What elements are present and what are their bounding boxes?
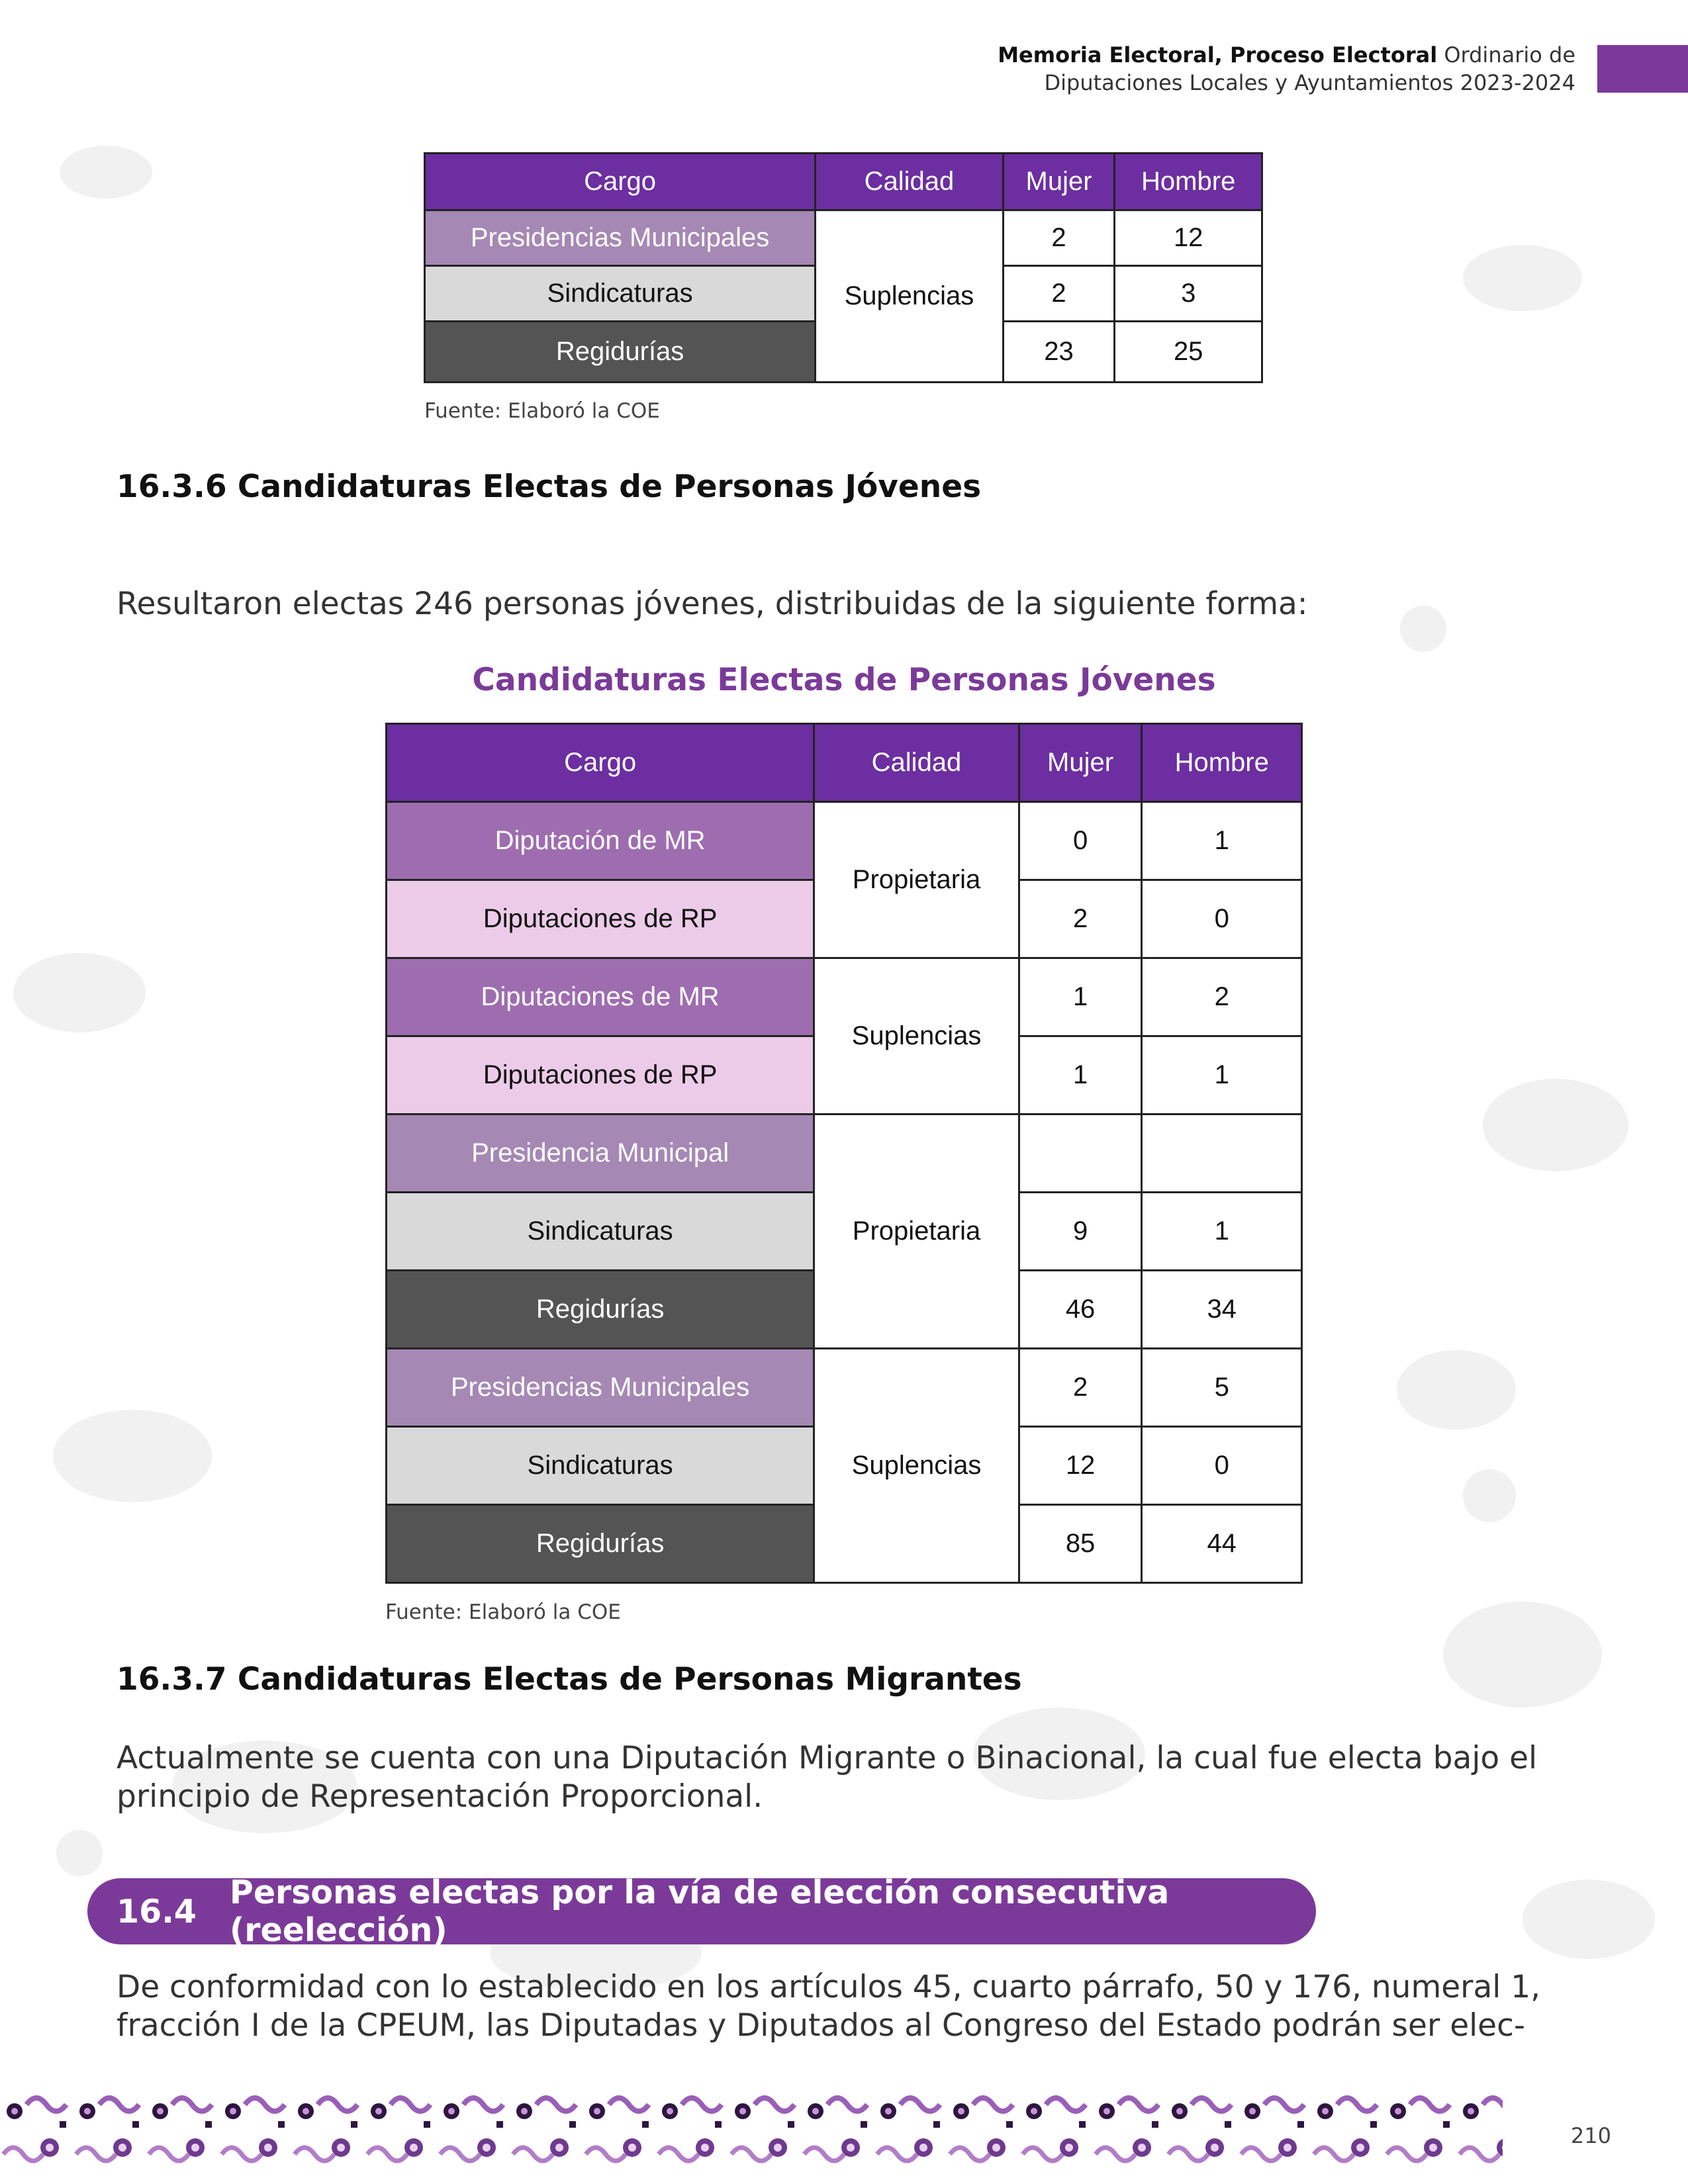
table2-calidad-cell: Suplencias [814, 1349, 1019, 1583]
table2-cargo-cell: Regidurías [387, 1271, 814, 1349]
table1-mujer-cell: 23 [1003, 322, 1115, 383]
table2-title: Candidaturas Electas de Personas Jóvenes [472, 662, 1216, 698]
table2-header-cargo: Cargo [387, 724, 814, 802]
table2-mujer-cell: 2 [1019, 880, 1142, 958]
table1-header-hombre: Hombre [1115, 154, 1262, 210]
table2-mujer-cell: 85 [1019, 1505, 1142, 1583]
section-1637-heading: 16.3.7 Candidaturas Electas de Personas Migrantes [117, 1661, 1022, 1698]
table2-cargo-cell: Diputaciones de RP [387, 1036, 814, 1115]
table2-mujer-cell: 1 [1019, 1036, 1142, 1115]
table1-cargo-cell: Sindicaturas [425, 266, 816, 322]
header-accent-bar [1597, 45, 1688, 93]
table2-hombre-cell [1142, 1115, 1302, 1193]
table1-header-calidad: Calidad [816, 154, 1004, 210]
table2-calidad-cell: Propietaria [814, 1115, 1019, 1349]
table2-cargo-cell: Diputación de MR [387, 802, 814, 880]
table2-hombre-cell: 2 [1142, 958, 1302, 1036]
section-1636-heading: 16.3.6 Candidaturas Electas de Personas Jóvenes [117, 469, 982, 505]
table2-calidad-cell: Suplencias [814, 958, 1019, 1115]
embroidery-footer-pattern [0, 2085, 1503, 2171]
table2-cargo-cell: Diputaciones de RP [387, 880, 814, 958]
page-header [998, 41, 1575, 97]
section-164-paragraph: De conformidad con lo establecido en los artículos 45, cuarto párrafo, 50 y 176, numeral 1, fracción I de la CPEUM, las Diputadas y Diputados al Congreso del Estado podrán ser elec- [117, 1969, 1541, 2044]
table2-mujer-cell: 0 [1019, 802, 1142, 880]
table2-hombre-cell: 5 [1142, 1349, 1302, 1427]
table1-header-cargo: Cargo [425, 154, 816, 210]
table2-hombre-cell: 44 [1142, 1505, 1302, 1583]
table1-header-mujer: Mujer [1003, 154, 1115, 210]
table1-hombre-cell: 3 [1115, 266, 1262, 322]
section-164-heading [87, 1874, 1316, 1949]
table2-header-calidad: Calidad [814, 724, 1019, 802]
section-164-title: Personas electas por la vía de elección consecutiva (reelección) [229, 1874, 1170, 1949]
table2-mujer-cell: 46 [1019, 1271, 1142, 1349]
table2-cargo-cell: Sindicaturas [387, 1427, 814, 1505]
table1-cargo-cell: Presidencias Municipales [425, 210, 816, 266]
table2-cargo-cell: Regidurías [387, 1505, 814, 1583]
table2-cargo-cell: Presidencia Municipal [387, 1115, 814, 1193]
page-number: 210 [1570, 2123, 1611, 2148]
table-suplencias-continuation [424, 152, 1263, 383]
table2-calidad-cell: Propietaria [814, 802, 1019, 958]
section-1637-paragraph: Actualmente se cuenta con una Diputación Migrante o Binacional, la cual fue electa bajo el principio de Representación Proporcional. [117, 1740, 1538, 1815]
table2-hombre-cell: 0 [1142, 1427, 1302, 1505]
table2-mujer-cell: 9 [1019, 1193, 1142, 1271]
table1-calidad-cell: Suplencias [816, 210, 1004, 383]
table2-hombre-cell: 34 [1142, 1271, 1302, 1349]
table2-cargo-cell: Diputaciones de MR [387, 958, 814, 1036]
table1-source: Fuente: Elaboró la COE [424, 399, 660, 423]
table1-hombre-cell: 12 [1115, 210, 1262, 266]
table2-mujer-cell: 12 [1019, 1427, 1142, 1505]
table2-hombre-cell: 1 [1142, 802, 1302, 880]
table1-cargo-cell: Regidurías [425, 322, 816, 383]
table1-mujer-cell: 2 [1003, 210, 1115, 266]
table2-header-mujer: Mujer [1019, 724, 1142, 802]
table1-hombre-cell: 25 [1115, 322, 1262, 383]
table2-cargo-cell: Sindicaturas [387, 1193, 814, 1271]
header-subtitle: Diputaciones Locales y Ayuntamientos 2023-2024 [1044, 70, 1575, 95]
table2-mujer-cell [1019, 1115, 1142, 1193]
table2-header-hombre: Hombre [1142, 724, 1302, 802]
header-title-bold: Memoria Electoral, Proceso Electoral [998, 42, 1438, 68]
table2-hombre-cell: 1 [1142, 1036, 1302, 1115]
table2-source: Fuente: Elaboró la COE [385, 1600, 621, 1624]
header-title-rest: Ordinario de [1437, 42, 1575, 68]
table2-cargo-cell: Presidencias Municipales [387, 1349, 814, 1427]
section-1636-paragraph: Resultaron electas 246 personas jóvenes, distribuidas de la siguiente forma: [117, 586, 1308, 622]
table2-hombre-cell: 0 [1142, 880, 1302, 958]
table2-mujer-cell: 2 [1019, 1349, 1142, 1427]
table-personas-jovenes [385, 723, 1303, 1584]
section-164-number: 16.4 [117, 1892, 197, 1931]
table1-mujer-cell: 2 [1003, 266, 1115, 322]
table2-hombre-cell: 1 [1142, 1193, 1302, 1271]
table2-mujer-cell: 1 [1019, 958, 1142, 1036]
